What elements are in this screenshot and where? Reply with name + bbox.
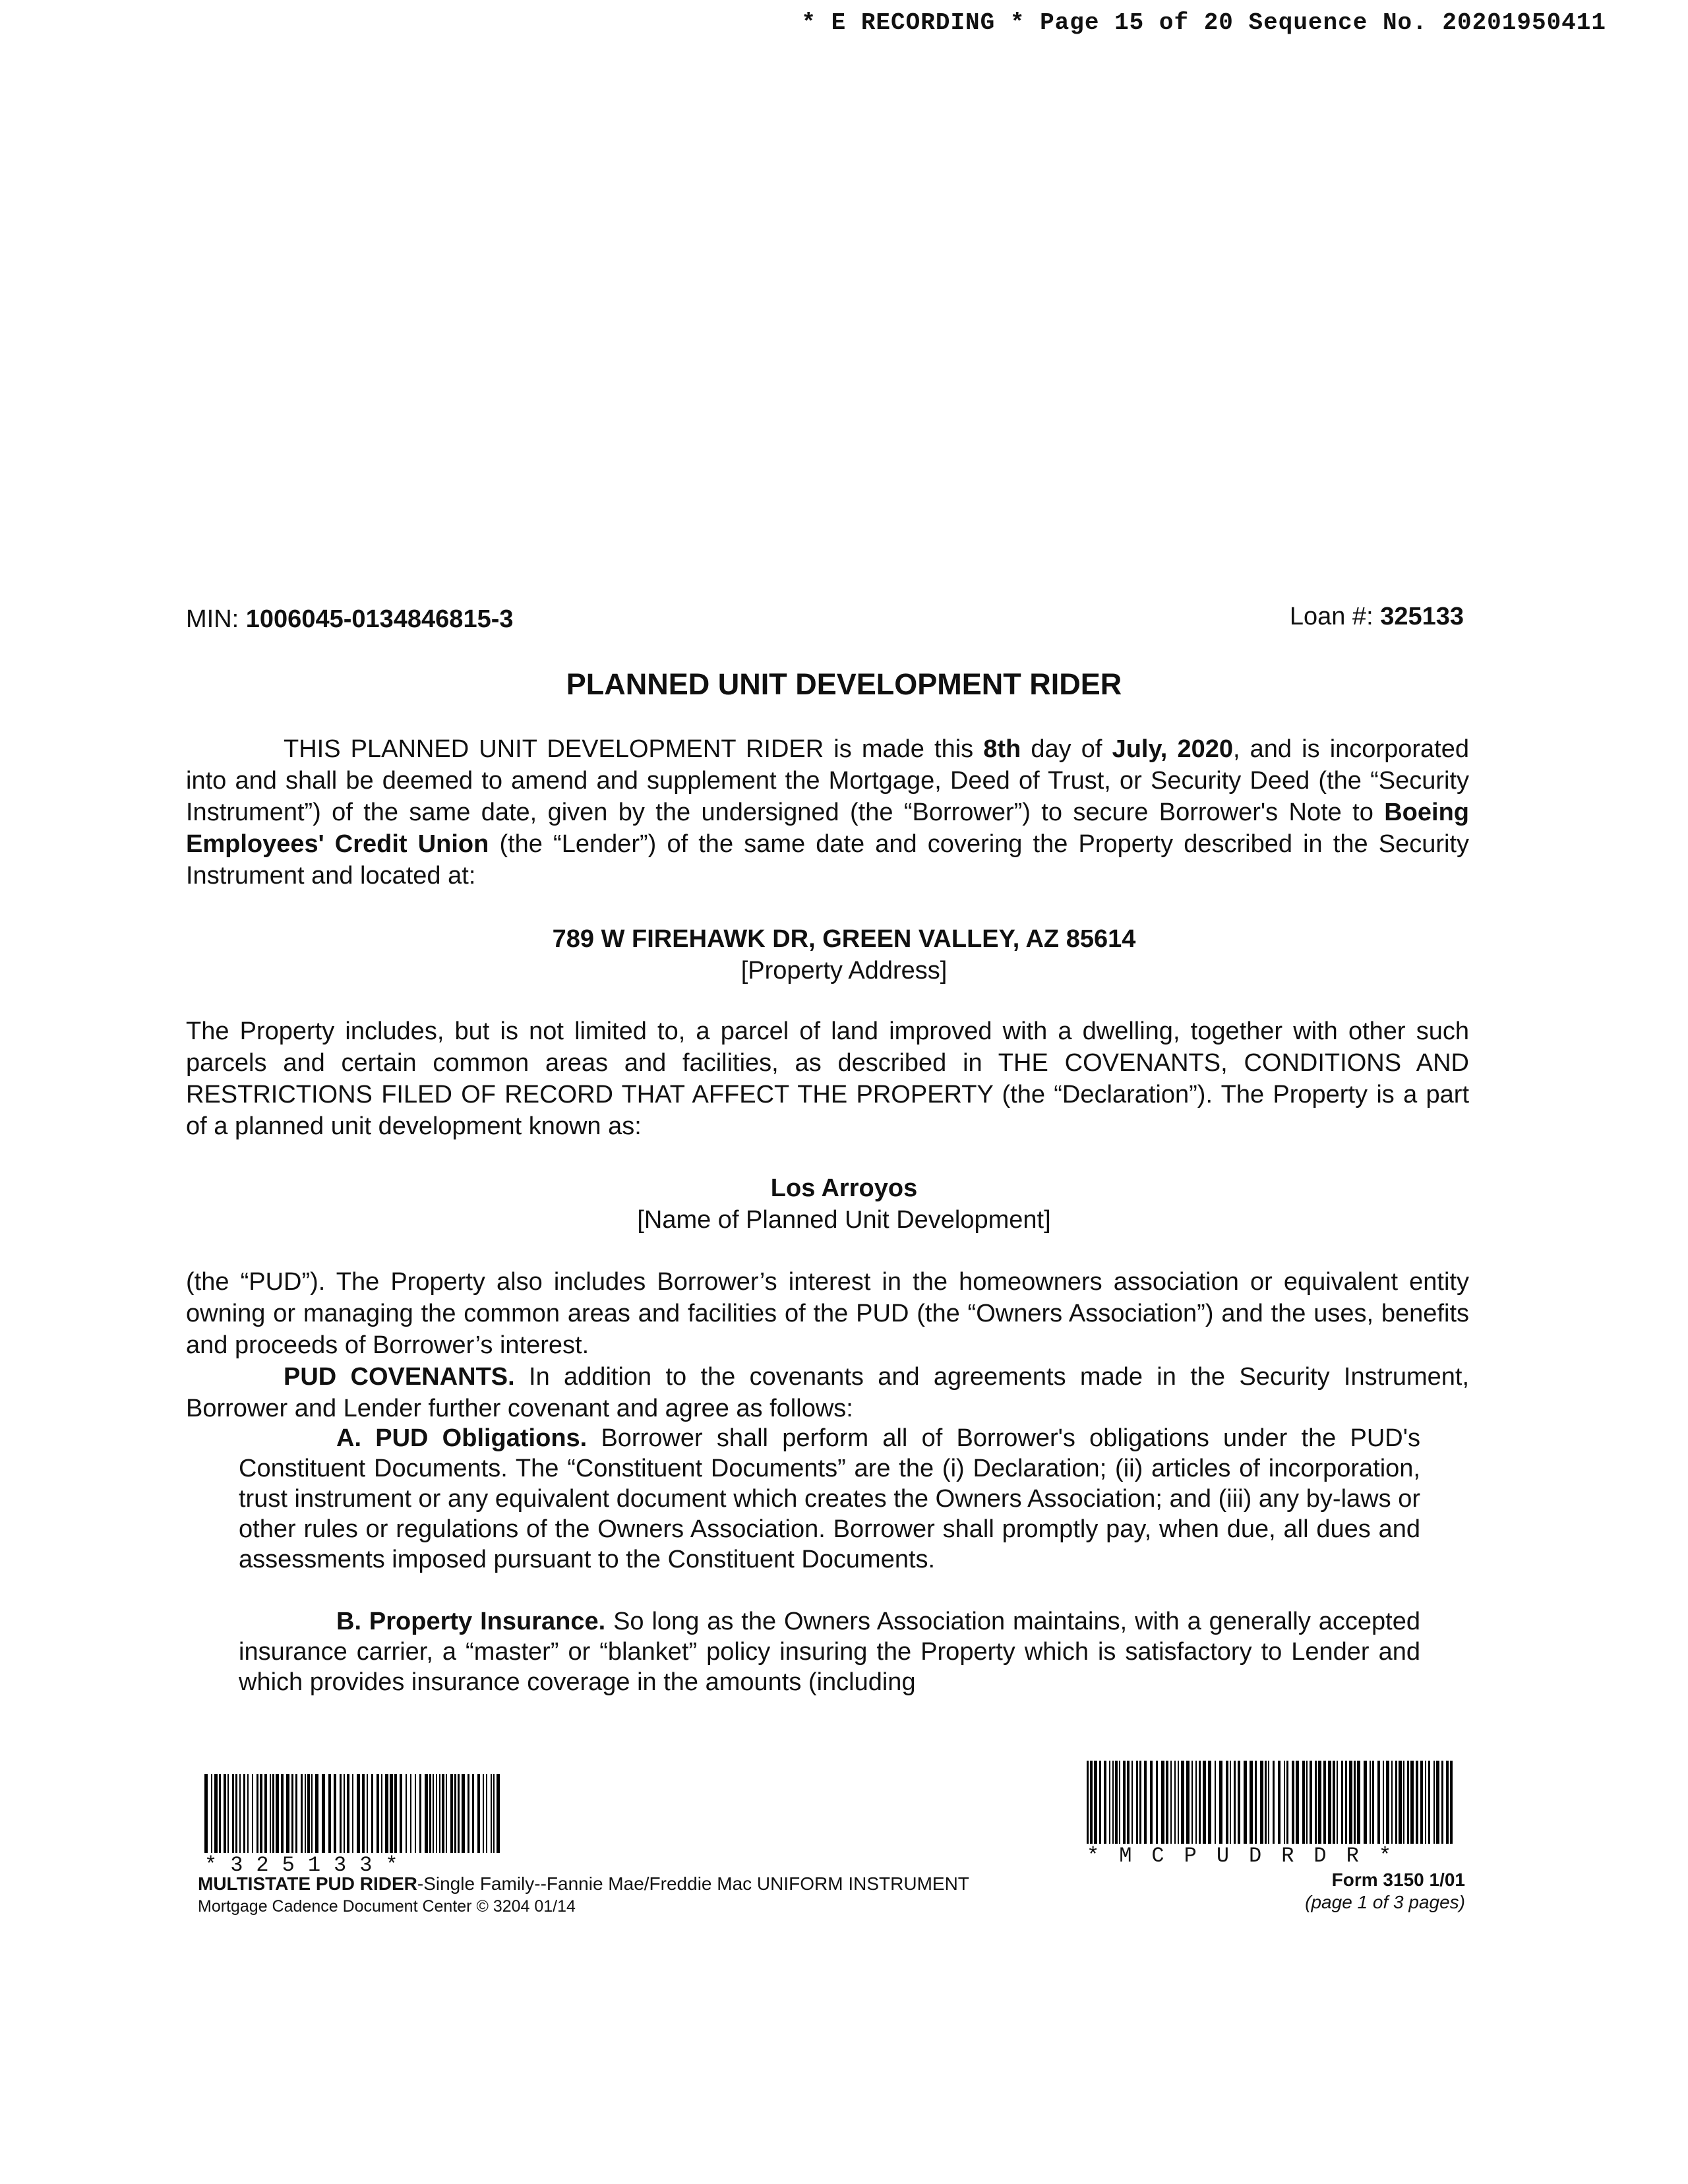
barcode-bar [305, 1774, 306, 1853]
barcode-bar [1383, 1761, 1384, 1844]
barcode-bar [1104, 1761, 1106, 1844]
barcode-bar [1399, 1761, 1402, 1844]
barcode-bar [1112, 1761, 1114, 1844]
intro-text-4: (the “Lender”) of the same date and covering the Property described in the Security Instrument and located at: [186, 830, 1469, 890]
lender-name: Boeing Employees' Credit Union [186, 799, 1469, 858]
loan-barcode [204, 1774, 502, 1877]
barcode-bar [1403, 1761, 1404, 1844]
barcode-bar [1333, 1761, 1335, 1844]
barcode-bar [1286, 1761, 1288, 1844]
pud-name: Los Arroyos [770, 1174, 918, 1202]
barcode-bar [1441, 1761, 1443, 1844]
barcode-bar [1230, 1761, 1231, 1844]
barcode-bar [1131, 1761, 1133, 1844]
barcode-bar [252, 1774, 253, 1853]
barcode-bar [377, 1774, 379, 1853]
barcode-bar [352, 1774, 353, 1853]
loan-barcode-bars [204, 1774, 502, 1853]
barcode-bar [347, 1774, 349, 1853]
barcode-bar [410, 1774, 411, 1853]
barcode-bar [1139, 1761, 1141, 1844]
barcode-bar [1386, 1761, 1389, 1844]
barcode-bar [291, 1774, 293, 1853]
loan-barcode-text: *325133* [204, 1853, 411, 1877]
barcode-bar [1170, 1761, 1172, 1844]
barcode-bar [1341, 1761, 1343, 1844]
barcode-bar [286, 1774, 289, 1853]
barcode-bar [264, 1774, 267, 1853]
section-b-heading: B. Property Insurance. [336, 1608, 606, 1635]
barcode-bar [1354, 1761, 1356, 1844]
section-a-text: Borrower shall perform all of Borrower's obligations under the PUD's Constituent Documents. The “Constituent Documents” are the (i) Declaration; (ii) articles of incorporation, trust instrument or any equivalent document which creates the Owners Association; and (iii) any by-laws or other rules or regulations of the Owners Association. Borrower shall promptly pay, when due, all dues and assessments imposed pursuant to the Constituent Documents. [239, 1424, 1420, 1573]
barcode-bar [1178, 1761, 1179, 1844]
barcode-bar [1337, 1761, 1338, 1844]
barcode-bar [381, 1774, 382, 1853]
barcode-bar [219, 1774, 221, 1853]
min-value: 1006045-0134846815-3 [245, 605, 514, 633]
barcode-bar [1446, 1761, 1449, 1844]
barcode-bar [493, 1774, 495, 1853]
barcode-bar [1250, 1761, 1253, 1844]
barcode-bar [1349, 1761, 1352, 1844]
barcode-bar [301, 1774, 303, 1853]
barcode-bar [1292, 1761, 1294, 1844]
barcode-bar [270, 1774, 271, 1853]
barcode-bar [433, 1774, 434, 1853]
barcode-bar [1296, 1761, 1299, 1844]
barcode-bar [458, 1774, 460, 1853]
barcode-bar [439, 1774, 440, 1853]
form-title [198, 1873, 969, 1895]
barcode-bar [344, 1774, 345, 1853]
barcode-bar [1416, 1761, 1418, 1844]
intro-text-3: , and is incorporated into and shall be deemed to amend and supplement the Mortgage, Deed of Trust, or Security Deed (the “Security Instrument”) of the same date, given by the undersigned (the “Borrower”) to secure Borrower's Note to [186, 735, 1469, 826]
property-address-label: [Property Address] [740, 957, 948, 985]
barcode-bar [276, 1774, 279, 1853]
section-a-heading: A. PUD Obligations. [336, 1424, 588, 1452]
barcode-bar [385, 1774, 388, 1853]
barcode-bar [315, 1774, 318, 1853]
barcode-bar [1425, 1761, 1426, 1844]
barcode-bar [1370, 1761, 1371, 1844]
min-number [186, 605, 514, 634]
barcode-bar [425, 1774, 428, 1853]
barcode-bar [1195, 1761, 1197, 1844]
pud-paragraph: (the “PUD”). The Property also includes Borrower’s interest in the homeowners association or equivalent entity owning or managing the common areas and facilities of the PUD (the “Owners Association”) and the uses, benefits and proceeds of Borrower’s interest. [186, 1268, 1469, 1359]
barcode-bar [1234, 1761, 1236, 1844]
barcode-bar [450, 1774, 453, 1853]
barcode-bar [454, 1774, 456, 1853]
barcode-bar [394, 1774, 397, 1853]
barcode-bar [1215, 1761, 1216, 1844]
barcode-bar [1181, 1761, 1184, 1844]
footer-left [198, 1873, 969, 1918]
barcode-bar [322, 1774, 325, 1853]
loan-label: Loan #: [1289, 603, 1381, 630]
intro-paragraph [186, 733, 1469, 892]
barcode-bar [1395, 1761, 1397, 1844]
barcode-bar [446, 1774, 447, 1853]
barcode-bar [1433, 1761, 1435, 1844]
property-address-block [0, 923, 1688, 986]
barcode-bar [362, 1774, 365, 1853]
barcode-bar [1099, 1761, 1101, 1844]
barcode-bar [1364, 1761, 1367, 1844]
barcode-bar [1306, 1761, 1308, 1844]
barcode-bar [1136, 1761, 1138, 1844]
page-info: (page 1 of 3 pages) [1305, 1892, 1465, 1912]
barcode-bar [232, 1774, 234, 1853]
barcode-bar [1226, 1761, 1228, 1844]
barcode-bar [1410, 1761, 1414, 1844]
barcode-bar [1407, 1761, 1409, 1844]
barcode-bar [1284, 1761, 1285, 1844]
barcode-bar [486, 1774, 487, 1853]
barcode-bar [204, 1774, 208, 1853]
barcode-bar [442, 1774, 444, 1853]
barcode-bar [1219, 1761, 1222, 1844]
barcode-bar [1278, 1761, 1281, 1844]
barcode-bar [307, 1774, 310, 1853]
barcode-bar [1166, 1761, 1168, 1844]
min-label: MIN: [186, 605, 246, 633]
barcode-bar [1268, 1761, 1269, 1844]
barcode-bar [1357, 1761, 1360, 1844]
barcode-bar [1244, 1761, 1247, 1844]
barcode-bar [462, 1774, 465, 1853]
recording-stamp: * E RECORDING * Page 15 of 20 Sequence No. 20201950411 [801, 9, 1606, 36]
barcode-bar [1150, 1761, 1153, 1844]
barcode-bar [1302, 1761, 1305, 1844]
barcode-bar [1238, 1761, 1240, 1844]
barcode-bar [235, 1774, 237, 1853]
barcode-bar [1191, 1761, 1193, 1844]
barcode-bar [340, 1774, 342, 1853]
barcode-bar [497, 1774, 500, 1853]
barcode-bar [1115, 1761, 1118, 1844]
barcode-bar [247, 1774, 249, 1853]
barcode-bar [371, 1774, 373, 1853]
barcode-bar [214, 1774, 218, 1853]
document-title: PLANNED UNIT DEVELOPMENT RIDER [566, 667, 1122, 701]
form-barcode-bars [1087, 1761, 1457, 1844]
section-a [239, 1423, 1420, 1575]
barcode-bar [1273, 1761, 1275, 1844]
barcode-bar [1087, 1761, 1089, 1844]
section-b [239, 1606, 1420, 1697]
barcode-bar [483, 1774, 484, 1853]
barcode-bar [1109, 1761, 1110, 1844]
barcode-bar [436, 1774, 437, 1853]
barcode-bar [400, 1774, 402, 1853]
barcode-bar [1161, 1761, 1164, 1844]
barcode-bar [1123, 1761, 1126, 1844]
pud-covenants-text: In addition to the covenants and agreements made in the Security Instrument, Borrower and Lender further covenant and agree as follows: [186, 1363, 1470, 1422]
barcode-bar [1310, 1761, 1312, 1844]
barcode-bar [1255, 1761, 1257, 1844]
barcode-bar [1199, 1761, 1201, 1844]
barcode-bar [1318, 1761, 1321, 1844]
barcode-bar [491, 1774, 492, 1853]
barcode-bar [1186, 1761, 1190, 1844]
barcode-bar [1345, 1761, 1347, 1844]
intro-text-1: THIS PLANNED UNIT DEVELOPMENT RIDER is made this [284, 735, 984, 763]
barcode-bar [1174, 1761, 1176, 1844]
barcode-bar [1208, 1761, 1211, 1844]
barcode-bar [467, 1774, 469, 1853]
barcode-bar [419, 1774, 421, 1853]
pud-covenants-heading: PUD COVENANTS. [284, 1363, 515, 1391]
barcode-bar [211, 1774, 212, 1853]
intro-text-2: day of [1021, 735, 1112, 763]
barcode-bar [1265, 1761, 1267, 1844]
barcode-bar [1260, 1761, 1263, 1844]
property-address: 789 W FIREHAWK DR, GREEN VALLEY, AZ 85614 [552, 925, 1136, 953]
barcode-bar [239, 1774, 241, 1853]
barcode-bar [260, 1774, 262, 1853]
form-title-bold: MULTISTATE PUD RIDER [198, 1873, 417, 1894]
barcode-bar [1377, 1761, 1380, 1844]
barcode-bar [1315, 1761, 1317, 1844]
pud-name-block [0, 1172, 1688, 1236]
barcode-bar [357, 1774, 360, 1853]
barcode-bar [1372, 1761, 1374, 1844]
barcode-bar [1119, 1761, 1120, 1844]
doc-center: Mortgage Cadence Document Center © 3204 01/14 [198, 1897, 576, 1916]
barcode-bar [472, 1774, 474, 1853]
barcode-bar [477, 1774, 480, 1853]
barcode-bar [390, 1774, 393, 1853]
barcode-bar [1323, 1761, 1326, 1844]
barcode-bar [1420, 1761, 1423, 1844]
property-paragraph: The Property includes, but is not limited to, a parcel of land improved with a dwelling, together with other such parcels and certain common areas and facilities, as described in THE COVENANTS, CONDITIONS AND RESTRICTIONS FILED OF RECORD THAT AFFECT THE PROPERTY (the “Declaration”). The Property is a part of a planned unit development known as: [186, 1017, 1469, 1140]
barcode-bar [406, 1774, 407, 1853]
barcode-bar [1094, 1761, 1097, 1844]
pud-name-label: [Name of Planned Unit Development] [637, 1206, 1051, 1234]
barcode-bar [272, 1774, 274, 1853]
barcode-bar [1144, 1761, 1147, 1844]
rider-date: July, 2020 [1112, 735, 1233, 763]
section-b-text: So long as the Owners Association maintains, with a generally accepted insurance carrier, a “master” or “blanket” policy insuring the Property which is satisfactory to Lender and which provides insurance coverage in the amounts (including [239, 1608, 1420, 1696]
barcode-bar [1328, 1761, 1331, 1844]
barcode-bar [334, 1774, 336, 1853]
form-barcode-text: *MCPUDRDR* [1087, 1844, 1412, 1868]
barcode-bar [1450, 1761, 1453, 1844]
form-title-rest: -Single Family--Fannie Mae/Freddie Mac UNIFORM INSTRUMENT [417, 1873, 969, 1894]
barcode-bar [256, 1774, 258, 1853]
loan-number [1290, 603, 1464, 631]
barcode-bar [429, 1774, 431, 1853]
barcode-bar [1391, 1761, 1393, 1844]
barcode-bar [311, 1774, 313, 1853]
loan-value: 325133 [1380, 603, 1464, 630]
footer-right [1305, 1869, 1465, 1914]
barcode-bar [328, 1774, 331, 1853]
barcode-bar [281, 1774, 284, 1853]
barcode-bar [1203, 1761, 1206, 1844]
form-barcode [1087, 1761, 1457, 1868]
pud-covenants-paragraph [186, 1361, 1469, 1424]
barcode-bar [1127, 1761, 1130, 1844]
barcode-bar [1428, 1761, 1430, 1844]
barcode-bar [367, 1774, 368, 1853]
barcode-bar [1436, 1761, 1439, 1844]
barcode-bar [1156, 1761, 1158, 1844]
barcode-bar [243, 1774, 245, 1853]
barcode-bar [295, 1774, 297, 1853]
rider-day: 8th [983, 735, 1021, 763]
barcode-bar [224, 1774, 226, 1853]
barcode-bar [227, 1774, 229, 1853]
barcode-bar [1090, 1761, 1093, 1844]
barcode-bar [415, 1774, 416, 1853]
form-number: Form 3150 1/01 [1331, 1869, 1465, 1890]
